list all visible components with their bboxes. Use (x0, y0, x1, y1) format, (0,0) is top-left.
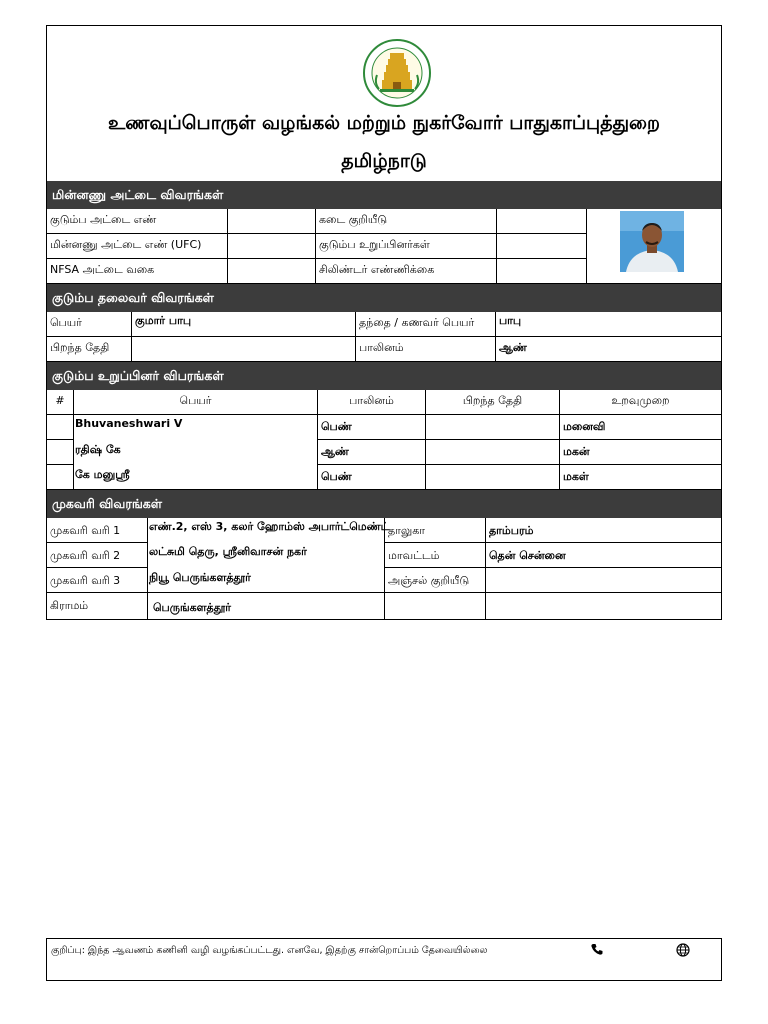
member-dob (426, 465, 560, 490)
village-value: பெருங்களத்தூர் (148, 593, 385, 619)
taluk-value: தாம்பரம் (486, 518, 721, 543)
ufc-number-label: மின்னணு அட்டை எண் (UFC) (47, 234, 228, 259)
document-footer (46, 938, 722, 981)
phone-icon (590, 943, 604, 957)
shop-code-value (497, 209, 587, 234)
card-details-heading: மின்னணு அட்டை விவரங்கள் (47, 181, 721, 209)
family-members-heading: குடும்ப உறுப்பினர் விபரங்கள் (47, 362, 721, 390)
card-number-value (228, 209, 316, 234)
pincode-value (486, 568, 721, 593)
district-value: தென் சென்னை (486, 543, 721, 568)
member-dob (426, 440, 560, 465)
member-relation: மகன் (560, 440, 721, 465)
family-members-value (497, 234, 587, 259)
address-line1-label: முகவரி வரி 1 (47, 518, 148, 543)
state-subtitle: தமிழ்நாடு (341, 150, 427, 172)
head-name-label: பெயர் (47, 312, 132, 337)
father-name-value: பாபு (496, 312, 721, 337)
ration-card-document (46, 25, 722, 620)
father-name-label: தந்தை / கணவர் பெயர் (356, 312, 496, 337)
pincode-label: அஞ்சல் குறியீடு (385, 568, 486, 593)
member-relation: மகள் (560, 465, 721, 490)
member-gender: பெண் (318, 465, 426, 490)
footer-note: குறிப்பு: இந்த ஆவணம் கணினி வழி வழங்கப்பட்டது. எனவே, இதற்கு சான்றொப்பம் தேவையில்லை (51, 945, 488, 956)
head-dob-value (132, 337, 356, 362)
head-of-family-photo (620, 211, 684, 272)
table-row-number (47, 415, 74, 440)
head-gender-value: ஆண் (496, 337, 721, 362)
cylinder-count-value (497, 259, 587, 284)
address-line3-value: நியூ பெருங்களத்தூர் (149, 571, 251, 584)
card-number-label: குடும்ப அட்டை எண் (47, 209, 228, 234)
member-name: ரதிஷ் கே (75, 443, 121, 456)
tamilnadu-emblem-icon (363, 39, 431, 107)
member-gender: ஆண் (318, 440, 426, 465)
member-name: Bhuvaneshwari V (75, 417, 183, 430)
column-header-relation: உறவுமுறை (560, 390, 721, 415)
nfsa-type-value (228, 259, 316, 284)
head-dob-label: பிறந்த தேதி (47, 337, 132, 362)
globe-icon (676, 943, 690, 957)
column-header-dob: பிறந்த தேதி (426, 390, 560, 415)
address-heading: முகவரி விவரங்கள் (47, 490, 721, 518)
village-label: கிராமம் (47, 593, 148, 619)
department-title: உணவுப்பொருள் வழங்கல் மற்றும் நுகர்வோர் பாதுகாப்புத்துறை (108, 112, 660, 134)
member-gender: பெண் (318, 415, 426, 440)
address-line2-label: முகவரி வரி 2 (47, 543, 148, 568)
table-row-number (47, 465, 74, 490)
address-line2-value: லட்சுமி தெரு, ஸ்ரீனிவாசன் நகர் (149, 545, 307, 558)
column-header-number: # (47, 390, 74, 415)
head-gender-label: பாலினம் (356, 337, 496, 362)
cylinder-count-label: சிலிண்டர் எண்ணிக்கை (316, 259, 497, 284)
member-name: கே மனுஸ்ரீ (75, 468, 130, 481)
empty-cell (385, 593, 486, 619)
document-header (47, 26, 721, 181)
ufc-number-value (228, 234, 316, 259)
address-line1-value: எண்.2, எஸ் 3, கலர் ஹோம்ஸ் அபார்ட்மெண்ட் (149, 520, 390, 533)
address-line3-label: முகவரி வரி 3 (47, 568, 148, 593)
column-header-name: பெயர் (74, 390, 318, 415)
member-dob (426, 415, 560, 440)
family-head-heading: குடும்ப தலைவர் விவரங்கள் (47, 284, 721, 312)
taluk-label: தாலுகா (385, 518, 486, 543)
member-relation: மனைவி (560, 415, 721, 440)
column-header-gender: பாலினம் (318, 390, 426, 415)
head-name-value: குமார் பாபு (132, 312, 356, 337)
nfsa-type-label: NFSA அட்டை வகை (47, 259, 228, 284)
family-members-label: குடும்ப உறுப்பினர்கள் (316, 234, 497, 259)
shop-code-label: கடை குறியீடு (316, 209, 497, 234)
table-row-number (47, 440, 74, 465)
empty-cell (486, 593, 721, 619)
district-label: மாவட்டம் (385, 543, 486, 568)
